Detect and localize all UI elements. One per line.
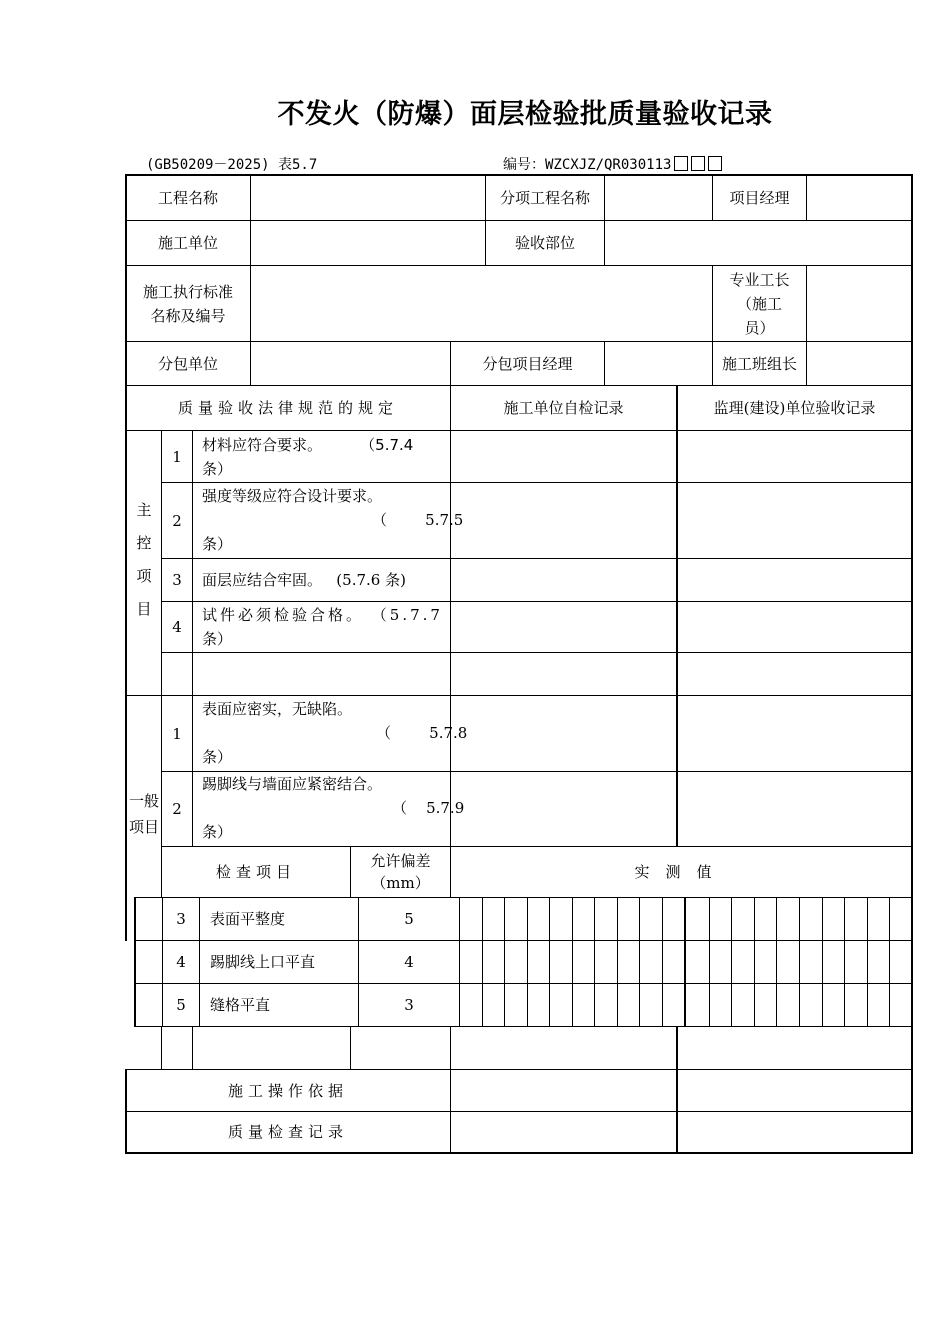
row-line [125,695,913,696]
general-item-line: 踢脚线与墙面应紧密结合。 [202,775,383,793]
measure-item: 踢脚线上口平直 [210,953,316,971]
label-standard [126,266,250,341]
col-line [684,897,686,1026]
general-label-line: 项目 [128,818,159,836]
general-item-line: 条） [202,823,233,841]
main-item-no: 1 [172,447,182,466]
table-border-right [911,174,913,1154]
code-value: WZCXJZ/QR030113 [545,157,672,173]
col-line [192,430,193,847]
measure-item: 表面平整度 [210,910,286,928]
measure-cell-divider [754,897,755,1026]
measure-cell-divider [889,897,890,1026]
col-line [604,174,605,266]
label-foreman-line1: 专业工长 [729,270,790,289]
measure-cell-divider [731,897,732,1026]
row-line [134,1026,913,1027]
row-line [134,897,913,898]
measure-item: 缝格平直 [210,996,271,1014]
general-item-text [202,697,468,769]
main-control-char: 项 [136,567,152,585]
general-item-line: （ 5.7.8 [376,724,468,742]
col-line [459,897,460,1026]
col-header-check-item: 检查项目 [215,863,296,881]
measure-cell-divider [549,897,550,1026]
label-standard-line1: 施工执行标准 [142,282,233,301]
measure-cell-divider [799,897,800,1026]
label-acceptance-part: 验收部位 [514,234,575,252]
col-line [676,385,678,847]
main-item-line: （ 5.7.5 [372,511,464,529]
main-control-char: 目 [136,600,152,618]
label-foreman-line3: 员） [744,318,775,337]
col-line [450,1026,451,1154]
main-item-line: 试件必须检验合格。 （5.7.7 [202,606,443,624]
label-project-name: 工程名称 [157,188,218,207]
row-line [161,558,913,559]
main-item-no: 3 [172,571,182,589]
measure-cell-divider [572,897,573,1026]
label-sub-project-name: 分项工程名称 [499,188,590,207]
general-label-line: 一般 [128,792,159,810]
main-control-label [134,494,154,626]
measure-cell-divider [617,897,618,1026]
general-item-line: 表面应密实，无缺陷。 [202,700,353,718]
measure-cell-divider [594,897,595,1026]
general-label [126,784,162,844]
general-item-no: 1 [172,724,182,743]
col-line [604,341,605,385]
main-item-line: 条） [202,535,233,553]
label-operation-basis: 施工操作依据 [227,1081,348,1100]
code-box-3[interactable] [708,156,722,171]
code-label: 编号： [503,157,545,173]
col-line [450,385,451,897]
col-header-measured: 实测值 [634,863,728,881]
general-item-line: 条） [202,748,233,766]
code-box-1[interactable] [674,156,688,171]
measure-tolerance: 4 [404,953,414,971]
main-item-text [202,433,448,481]
col-line [806,265,807,341]
measure-cell-divider [844,897,845,1026]
row-line [125,430,913,431]
measure-no: 4 [176,953,186,971]
label-foreman [713,266,806,341]
measure-cell-divider [662,897,663,1026]
col-line [806,341,807,385]
main-item-no: 2 [172,511,182,530]
measure-cell-divider [776,897,777,1026]
main-item-text: 面层应结合牢固。 (5.7.6 条) [202,571,406,589]
measure-cell-divider [709,897,710,1026]
label-project-manager: 项目经理 [729,188,790,207]
row-line [161,601,913,602]
measure-cell-divider [822,897,823,1026]
col-line [161,1026,162,1069]
col-line [806,174,807,220]
label-foreman-line2: （施工 [736,294,782,313]
label-team-leader: 施工班组长 [721,354,797,373]
main-item-line: 强度等级应符合设计要求。 [202,487,383,505]
form-code [503,154,722,174]
measure-cell-divider [527,897,528,1026]
row-line [161,482,913,483]
row-line [134,940,913,941]
measure-no: 5 [176,996,186,1014]
main-item-line: 材料应符合要求。 （5.7.4 [202,436,414,454]
col-header-regulation: 质量验收法律规范的规定 [177,399,398,417]
general-item-no: 2 [172,800,182,818]
label-quality-record: 质量检查记录 [227,1123,348,1141]
col-line [192,1026,193,1069]
label-subcontract-manager: 分包项目经理 [482,354,573,373]
main-control-char: 控 [136,534,152,552]
measure-cell-divider [867,897,868,1026]
measure-cell-divider [504,897,505,1026]
col-header-supervision: 监理(建设)单位验收记录 [713,399,876,417]
measure-cell-divider [482,897,483,1026]
code-box-2[interactable] [691,156,705,171]
measure-no: 3 [176,910,186,928]
table-border-left-inner [134,897,136,1027]
measure-tolerance: 5 [404,910,414,928]
table-border-bottom [125,1152,913,1154]
tolerance-header-line: （mm） [371,874,430,892]
label-construction-unit: 施工单位 [157,234,218,252]
col-header-tolerance [351,847,450,897]
main-item-text [202,484,464,556]
page-title: 不发火（防爆）面层检验批质量验收记录 [277,99,773,130]
label-standard-line2: 名称及编号 [150,306,226,325]
main-item-text [202,603,450,651]
row-line [134,983,913,984]
general-item-line: （ 5.7.9 [392,799,465,817]
col-line [676,1026,678,1154]
measure-cell-divider [639,897,640,1026]
measure-tolerance: 3 [404,996,414,1014]
main-item-no: 4 [172,618,182,636]
general-item-text [202,772,465,844]
main-item-line: 条） [202,630,233,648]
col-line [199,897,200,1026]
label-subcontract-unit: 分包单位 [157,354,218,373]
col-header-self-check: 施工单位自检记录 [503,399,624,417]
main-item-line: 条） [202,460,233,478]
main-control-char: 主 [136,501,152,519]
col-line [250,174,251,385]
row-line [161,652,913,653]
standard-reference: (GB50209－2025) 表5.7 [146,157,318,173]
col-line [350,1026,351,1069]
tolerance-header-line: 允许偏差 [370,852,431,870]
